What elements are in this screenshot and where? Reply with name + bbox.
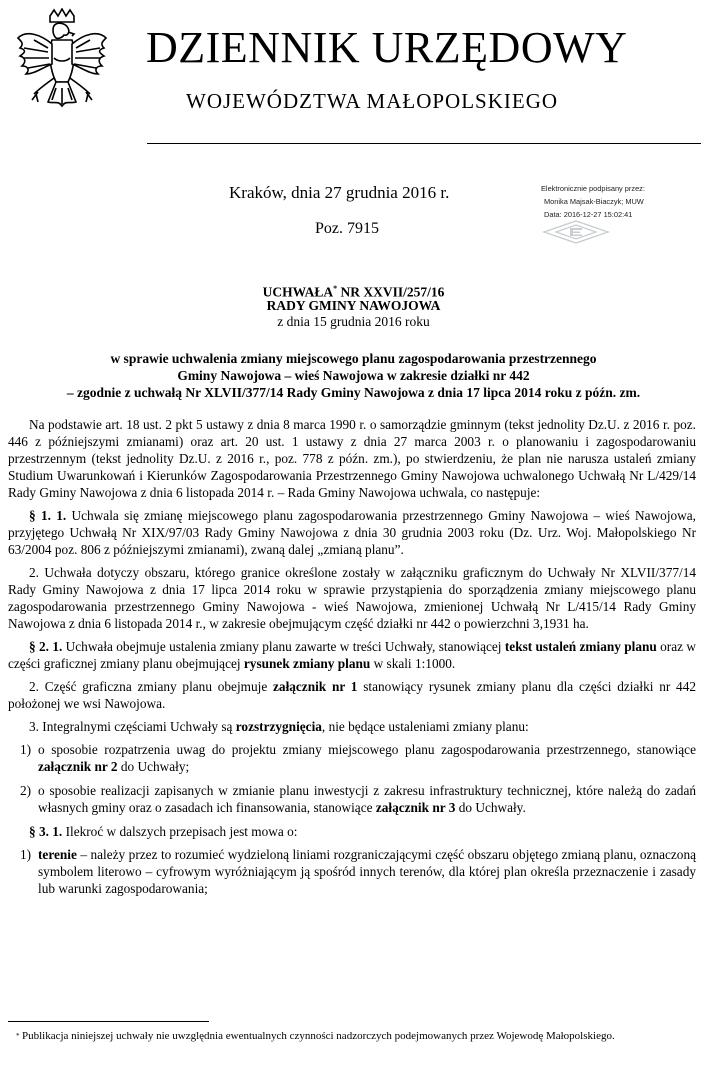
position-number: Poz. 7915 xyxy=(315,220,379,237)
polish-eagle-emblem-icon xyxy=(12,8,112,138)
footnote: * Publikacja niniejszej uchwały nie uwzględnia ewentualnych czynności nadzorczych podejmowanych przez Wojewodę Małopolskiego. xyxy=(16,1030,615,1042)
paragraph-2-3: 3. Integralnymi częściami Uchwały są rozstrzygnięcia, nie będące ustaleniami zmiany planu: xyxy=(29,719,529,734)
resolution-number: UCHWAŁA* NR XXVII/257/16 xyxy=(262,284,445,300)
e-signature-seal-icon xyxy=(542,219,610,245)
journal-title: DZIENNIK URZĘDOWY xyxy=(146,23,628,72)
header-divider xyxy=(147,143,701,144)
preamble: Na podstawie art. 18 ust. 2 pkt 5 ustawy z dnia 8 marca 1990 r. o samorządzie gminnym (tekst jednolity Dz.U. z 2016 r. poz. 446 z późniejszymi zmianami) oraz art. 20 ust. 1 ustawy z dnia 27 marca 2003 r. o planowaniu i zagospodarowaniu przestrzennym (tekst jednolity Dz.U. z 2016 r., poz. 778 z późn. zm.), po stwierdzeniu, że plan nie narusza ustaleń zmiany Studium Uwarunkowań i Kierunków Zagospodarowania Przestrzennego Gminy Nawojowa uchwalonego Uchwałą Nr L/429/14 Rady Gminy Nawojowa z dnia 6 listopada 2014 r. – Rada Gminy Nawojowa uchwala, co następuje: xyxy=(8,417,696,500)
paragraph-1-1: § 1. 1. Uchwala się zmianę miejscowego planu zagospodarowania przestrzennego Gminy Nawojowa – wieś Nawojowa, przyjętego Uchwałą Nr XIX/97/03 Rady Gminy Nawojowa z dnia 30 grudnia 2003 roku (Dz. Urz. Woj. Małopolskiego Nr 63/2004 poz. 806 z późniejszymi zmianami), zwaną dalej „zmianą planu”. xyxy=(8,508,696,557)
signature-line-1: Elektronicznie podpisany przez: xyxy=(541,184,645,193)
subject-line-2: Gminy Nawojowa – wieś Nawojowa w zakresie działki nr 442 xyxy=(177,368,530,383)
paragraph-2-1: § 2. 1. Uchwała obejmuje ustalenia zmiany planu zawarte w treści Uchwały, stanowiącej tekst ustaleń zmiany planu oraz w części graficznej zmiany planu obejmującej rysunek zmiany planu w skali 1:1000. xyxy=(8,639,696,671)
resolution-date: z dnia 15 grudnia 2016 roku xyxy=(277,314,430,329)
definition-item-1: 1) terenie – należy przez to rozumieć wydzieloną liniami rozgraniczającymi część obszaru objętego zmianą planu, oznaczoną symbolem literowo – cyfrowym wyróżniającym ją spośród innych terenów, dla której plan określa przeznaczenie i zasady lub warunki zagospodarowania; xyxy=(20,847,696,896)
resolution-body: RADY GMINY NAWOJOWA xyxy=(266,298,441,313)
subject-line-1: w sprawie uchwalenia zmiany miejscowego planu zagospodarowania przestrzennego xyxy=(110,351,597,366)
signature-line-2: Monika Majsak-Biaczyk; MUW xyxy=(544,197,644,206)
electronic-signature-block xyxy=(541,182,701,221)
document-body xyxy=(8,416,696,904)
paragraph-2-2: 2. Część graficzna zmiany planu obejmuje załącznik nr 1 stanowiący rysunek zmiany planu dla części działki nr 442 położonej we wsi Nawojowa. xyxy=(8,679,697,711)
signature-line-3: Data: 2016-12-27 15:02:41 xyxy=(544,210,633,219)
place-and-date: Kraków, dnia 27 grudnia 2016 r. xyxy=(229,183,450,202)
footnote-mark: * xyxy=(333,284,338,293)
footnote-divider xyxy=(8,1021,209,1022)
paragraph-1-2: 2. Uchwała dotyczy obszaru, którego granice określone zostały w załączniku graficznym do Uchwały Nr XLVII/377/14 Rady Gminy Nawojowa z dnia 17 lipca 2014 roku w sprawie przystąpienia do sporządzenia zmiany miejscowego planu zagospodarowania przestrzennego Gminy Nawojowa - wieś Nawojowa, zmienionej Uchwałą Nr L/415/14 Rady Gminy Nawojowa z dnia 6 listopada 2014 r., w zakresie obejmującym część działki nr 442 o powierzchni 3,1931 ha. xyxy=(8,565,696,631)
paragraph-3-1: § 3. 1. Ilekroć w dalszych przepisach jest mowa o: xyxy=(29,824,298,839)
list-item-2: 2) o sposobie realizacji zapisanych w zmianie planu inwestycji z zakresu infrastruktury technicznej, które należą do zadań własnych gminy oraz o zasadach ich finansowania, stanowiące załącznik nr 3 do Uchwały. xyxy=(20,783,696,815)
list-item-1: 1) o sposobie rozpatrzenia uwag do projektu zmiany miejscowego planu zagospodarowania przestrzennego, stanowiące załącznik nr 2 do Uchwały; xyxy=(20,742,696,774)
journal-subtitle: WOJEWÓDZTWA MAŁOPOLSKIEGO xyxy=(186,89,559,113)
subject-line-3: – zgodnie z uchwałą Nr XLVII/377/14 Rady Gminy Nawojowa z dnia 17 lipca 2014 roku z późn. zm. xyxy=(66,385,641,400)
